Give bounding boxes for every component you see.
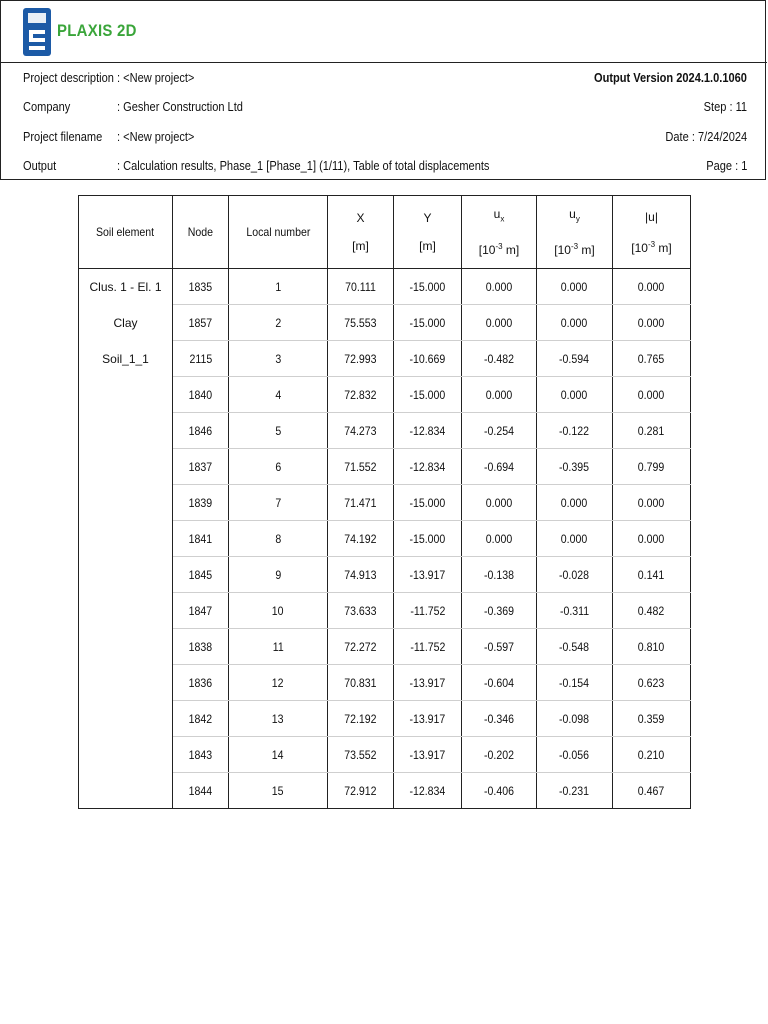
cell-x: 73.552 xyxy=(328,737,394,773)
cell-x: 72.993 xyxy=(328,341,394,377)
table-row xyxy=(79,269,691,305)
cell-u: 0.141 xyxy=(613,557,691,593)
cell-local: 13 xyxy=(229,701,328,737)
cell-uy: 0.000 xyxy=(537,269,613,305)
cell-y: -12.834 xyxy=(394,773,462,809)
cell-uy: -0.122 xyxy=(537,413,613,449)
soil-element-line: Clus. 1 - El. 1 xyxy=(89,280,162,294)
cell-u: 0.000 xyxy=(613,305,691,341)
info-row-description xyxy=(1,63,767,93)
cell-local: 10 xyxy=(229,593,328,629)
cell-u: 0.210 xyxy=(613,737,691,773)
cell-y: -12.834 xyxy=(394,449,462,485)
cell-node: 1842 xyxy=(173,701,229,737)
cell-node: 1857 xyxy=(173,305,229,341)
cell-local: 7 xyxy=(229,485,328,521)
cell-node: 1844 xyxy=(173,773,229,809)
info-row-output xyxy=(1,151,767,181)
cell-y: -13.917 xyxy=(394,737,462,773)
info-label: Project description xyxy=(23,70,114,85)
cell-local: 1 xyxy=(229,269,328,305)
cell-local: 8 xyxy=(229,521,328,557)
col-header-x: X [m] xyxy=(328,196,394,269)
cell-x: 70.831 xyxy=(328,665,394,701)
cell-u: 0.000 xyxy=(613,377,691,413)
col-header-y: Y [m] xyxy=(394,196,462,269)
col-header-u-total: |u| [$10^{-3}$ m] xyxy=(613,196,691,269)
cell-x: 70.111 xyxy=(328,269,394,305)
project-info xyxy=(1,63,767,181)
cell-ux: -0.369 xyxy=(462,593,537,629)
info-label: Project filename xyxy=(23,129,103,144)
cell-x: 73.633 xyxy=(328,593,394,629)
soil-element-line: Soil_1_1 xyxy=(102,352,149,366)
cell-u: 0.799 xyxy=(613,449,691,485)
cell-y: -15.000 xyxy=(394,377,462,413)
cell-y: -13.917 xyxy=(394,701,462,737)
col-header-uy: $u_y$ [$10^{-3}$ m] xyxy=(537,196,613,269)
cell-u: 0.281 xyxy=(613,413,691,449)
soil-element-cell xyxy=(79,269,173,809)
cell-x: 71.471 xyxy=(328,485,394,521)
cell-ux: 0.000 xyxy=(462,521,537,557)
cell-node: 1835 xyxy=(173,269,229,305)
plaxis-logo-icon xyxy=(23,8,51,56)
cell-y: -12.834 xyxy=(394,413,462,449)
cell-ux: -0.406 xyxy=(462,773,537,809)
cell-y: -15.000 xyxy=(394,269,462,305)
cell-y: -15.000 xyxy=(394,305,462,341)
cell-node: 1838 xyxy=(173,629,229,665)
cell-y: -10.669 xyxy=(394,341,462,377)
cell-node: 1847 xyxy=(173,593,229,629)
col-header-soil: Soil element xyxy=(79,196,173,269)
cell-local: 2 xyxy=(229,305,328,341)
cell-uy: -0.231 xyxy=(537,773,613,809)
info-value: : <New project> xyxy=(117,70,195,85)
cell-ux: 0.000 xyxy=(462,485,537,521)
cell-local: 4 xyxy=(229,377,328,413)
cell-uy: -0.154 xyxy=(537,665,613,701)
info-row-company xyxy=(1,92,767,122)
cell-local: 14 xyxy=(229,737,328,773)
cell-local: 5 xyxy=(229,413,328,449)
info-value: : <New project> xyxy=(117,129,195,144)
cell-x: 74.192 xyxy=(328,521,394,557)
col-header-local: Local number xyxy=(229,196,328,269)
cell-ux: -0.597 xyxy=(462,629,537,665)
cell-uy: -0.395 xyxy=(537,449,613,485)
cell-ux: -0.138 xyxy=(462,557,537,593)
output-version: Output Version 2024.1.0.1060 xyxy=(594,70,747,85)
cell-ux: -0.254 xyxy=(462,413,537,449)
cell-node: 1841 xyxy=(173,521,229,557)
cell-u: 0.810 xyxy=(613,629,691,665)
cell-y: -11.752 xyxy=(394,629,462,665)
cell-ux: -0.202 xyxy=(462,737,537,773)
cell-y: -15.000 xyxy=(394,521,462,557)
cell-x: 72.192 xyxy=(328,701,394,737)
table-header-row xyxy=(79,196,691,269)
cell-u: 0.765 xyxy=(613,341,691,377)
cell-uy: -0.028 xyxy=(537,557,613,593)
info-row-filename xyxy=(1,122,767,152)
info-value: : Gesher Construction Ltd xyxy=(117,99,243,114)
cell-uy: 0.000 xyxy=(537,485,613,521)
cell-u: 0.000 xyxy=(613,485,691,521)
cell-node: 1837 xyxy=(173,449,229,485)
cell-ux: 0.000 xyxy=(462,305,537,341)
cell-ux: -0.346 xyxy=(462,701,537,737)
cell-local: 15 xyxy=(229,773,328,809)
cell-u: 0.623 xyxy=(613,665,691,701)
cell-x: 74.273 xyxy=(328,413,394,449)
cell-u: 0.000 xyxy=(613,521,691,557)
cell-local: 6 xyxy=(229,449,328,485)
cell-y: -11.752 xyxy=(394,593,462,629)
cell-node: 1839 xyxy=(173,485,229,521)
cell-uy: 0.000 xyxy=(537,377,613,413)
report-date: Date : 7/24/2024 xyxy=(665,129,747,144)
cell-uy: 0.000 xyxy=(537,521,613,557)
cell-y: -13.917 xyxy=(394,665,462,701)
report-header xyxy=(0,0,766,180)
cell-x: 72.272 xyxy=(328,629,394,665)
page-number: Page : 1 xyxy=(705,158,747,173)
cell-u: 0.359 xyxy=(613,701,691,737)
cell-u: 0.000 xyxy=(613,269,691,305)
logo-bar xyxy=(1,1,767,63)
cell-local: 3 xyxy=(229,341,328,377)
cell-u: 0.482 xyxy=(613,593,691,629)
soil-element-line: Clay xyxy=(113,316,138,330)
cell-node: 2115 xyxy=(173,341,229,377)
info-value: : Calculation results, Phase_1 [Phase_1] (1/11), Table of total displacements xyxy=(117,158,490,173)
cell-u: 0.467 xyxy=(613,773,691,809)
info-label: Company xyxy=(23,99,71,114)
cell-uy: -0.594 xyxy=(537,341,613,377)
logo-text: PLAXIS 2D xyxy=(57,21,137,40)
cell-x: 72.912 xyxy=(328,773,394,809)
cell-uy: -0.056 xyxy=(537,737,613,773)
cell-local: 11 xyxy=(229,629,328,665)
cell-uy: 0.000 xyxy=(537,305,613,341)
cell-y: -13.917 xyxy=(394,557,462,593)
cell-uy: -0.311 xyxy=(537,593,613,629)
cell-x: 75.553 xyxy=(328,305,394,341)
cell-ux: 0.000 xyxy=(462,269,537,305)
col-header-ux: $u_x$ [$10^{-3}$ m] xyxy=(462,196,537,269)
cell-y: -15.000 xyxy=(394,485,462,521)
cell-uy: -0.548 xyxy=(537,629,613,665)
step-number: Step : 11 xyxy=(703,99,747,114)
displacements-table xyxy=(78,195,691,809)
cell-local: 9 xyxy=(229,557,328,593)
col-header-node: Node xyxy=(173,196,229,269)
cell-ux: 0.000 xyxy=(462,377,537,413)
cell-ux: -0.694 xyxy=(462,449,537,485)
cell-ux: -0.482 xyxy=(462,341,537,377)
cell-local: 12 xyxy=(229,665,328,701)
cell-ux: -0.604 xyxy=(462,665,537,701)
cell-node: 1836 xyxy=(173,665,229,701)
cell-uy: -0.098 xyxy=(537,701,613,737)
cell-x: 72.832 xyxy=(328,377,394,413)
cell-node: 1840 xyxy=(173,377,229,413)
cell-node: 1843 xyxy=(173,737,229,773)
cell-x: 74.913 xyxy=(328,557,394,593)
info-label: Output xyxy=(23,158,57,173)
cell-node: 1846 xyxy=(173,413,229,449)
cell-node: 1845 xyxy=(173,557,229,593)
cell-x: 71.552 xyxy=(328,449,394,485)
